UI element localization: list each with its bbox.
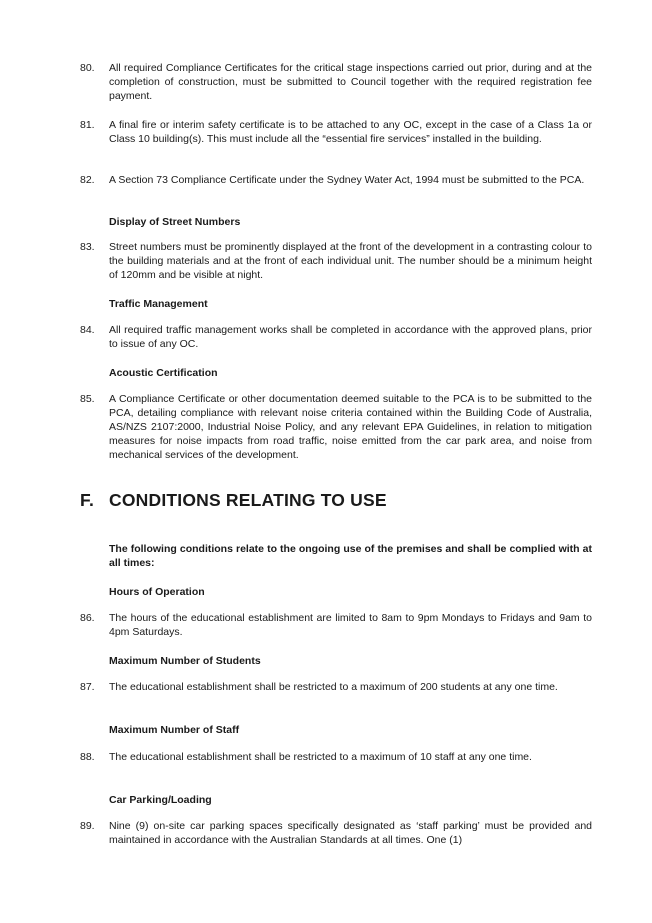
condition-number: 80. <box>80 62 95 74</box>
condition-number: 85. <box>80 393 95 405</box>
section-title-text: CONDITIONS RELATING TO USE <box>109 490 387 510</box>
condition-text: A final fire or interim safety certificate is to be attached to any OC, except in the case of a Class 1a or Class 10 building(s). This must include all the “essential fire services” installed in the building. <box>109 119 592 145</box>
condition-number: 88. <box>80 751 95 763</box>
condition-text: All required Compliance Certificates for the critical stage inspections carried out prior, during and at the completion of construction, must be submitted to Council together with the required registration fee payment. <box>109 62 592 102</box>
section-title <box>80 490 387 511</box>
heading-car-parking: Car Parking/Loading <box>109 794 212 806</box>
condition-number: 84. <box>80 324 95 336</box>
condition-number: 82. <box>80 174 95 186</box>
condition-text: The educational establishment shall be restricted to a maximum of 10 staff at any one time. <box>109 751 532 763</box>
condition-number: 81. <box>80 119 95 131</box>
condition-text: Nine (9) on-site car parking spaces specifically designated as ‘staff parking’ must be provided and maintained in accordance with the Australian Standards at all times. One (1) <box>109 820 592 846</box>
condition-text: Street numbers must be prominently displayed at the front of the development in a contrasting colour to the building materials and at the front of each individual unit. The number should be a minimum height of 120mm and be visible at night. <box>109 241 592 281</box>
condition-number: 89. <box>80 820 95 832</box>
heading-max-staff: Maximum Number of Staff <box>109 724 240 736</box>
section-letter: F. <box>80 490 95 510</box>
section-intro: The following conditions relate to the ongoing use of the premises and shall be complied with at all times: <box>109 543 592 569</box>
heading-max-students: Maximum Number of Students <box>109 655 261 667</box>
heading-acoustic-certification: Acoustic Certification <box>109 367 218 379</box>
heading-hours-of-operation: Hours of Operation <box>109 586 205 598</box>
condition-number: 83. <box>80 241 95 253</box>
condition-number: 86. <box>80 612 95 624</box>
heading-street-numbers: Display of Street Numbers <box>109 216 241 228</box>
condition-text: The hours of the educational establishment are limited to 8am to 9pm Mondays to Fridays and 9am to 4pm Saturdays. <box>109 612 592 638</box>
condition-text: All required traffic management works shall be completed in accordance with the approved plans, prior to issue of any OC. <box>109 324 592 350</box>
condition-text: The educational establishment shall be restricted to a maximum of 200 students at any one time. <box>109 681 558 693</box>
condition-text: A Compliance Certificate or other documentation deemed suitable to the PCA is to be submitted to the PCA, detailing compliance with relevant noise criteria contained within the Building Code of Australia, AS/NZS 2107:2000, Industrial Noise Policy, and any relevant EPA Guidelines, in relation to mitigation measures for noise impacts from road traffic, noise emitted from the car park area, and noise from mechanical services of the development. <box>109 393 592 461</box>
condition-number: 87. <box>80 681 95 693</box>
heading-traffic-management: Traffic Management <box>109 298 208 310</box>
condition-text: A Section 73 Compliance Certificate under the Sydney Water Act, 1994 must be submitted to the PCA. <box>109 174 585 186</box>
